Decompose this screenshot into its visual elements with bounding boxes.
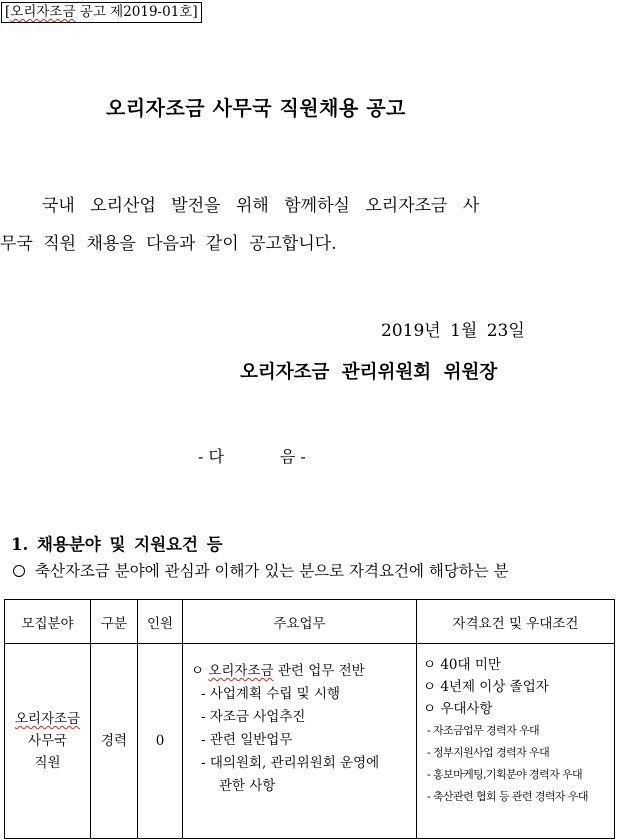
- type-cell: 경력: [91, 644, 138, 839]
- header-count: 인원: [138, 600, 183, 644]
- duties-marker: ㅇ: [191, 663, 209, 679]
- preference-item: - 축산관련 협회 등 관련 경력자 우대: [427, 790, 588, 803]
- duties-heading-org: 오리자조금: [208, 663, 274, 679]
- intro-line-2: 무국 직원 채용을 다음과 같이 공고합니다.: [0, 234, 337, 254]
- duty-item: - 사업계획 수립 및 시행: [201, 686, 341, 702]
- duty-item-continued: 관한 사항: [219, 778, 276, 794]
- duties-heading-rest: 관련 업무 전반: [273, 663, 365, 679]
- field-line-3: 직원: [34, 755, 61, 771]
- signer: 오리자조금 관리위원회 위원장: [240, 362, 498, 383]
- recruitment-table: [4, 599, 615, 839]
- qualifications-cell: [417, 644, 615, 839]
- section-heading: 1. 채용분야 및 지원요건 등: [11, 535, 223, 554]
- count-cell: 0: [138, 644, 183, 839]
- notice-rest: 공고 제2019-01호]: [75, 4, 198, 20]
- header-field: 모집분야: [5, 600, 91, 644]
- header-qualifications: 자격요건 및 우대조건: [417, 600, 615, 644]
- duties-cell: [183, 644, 417, 839]
- intro-line-1: 국내 오리산업 발전을 위해 함께하실 오리자조금 사: [42, 196, 480, 216]
- field-cell: [5, 644, 91, 839]
- qualification-item: ㅇ 4년제 이상 졸업자: [423, 679, 549, 695]
- notice-number: [1, 2, 202, 23]
- field-line-1: 오리자조금: [14, 711, 81, 727]
- duties-heading: [191, 660, 412, 683]
- qualification-item: ㅇ 우대사항: [423, 701, 493, 717]
- header-duties: 주요업무: [183, 600, 417, 644]
- table-header-row: [5, 600, 615, 644]
- preference-item: - 자조금업무 경력자 우대: [427, 724, 540, 737]
- announcement-date: 2019년 1월 23일: [381, 321, 525, 341]
- preference-item: - 홍보마케팅,기획분야 경력자 우대: [427, 768, 583, 781]
- preference-item: - 정부지원사업 경력자 우대: [427, 746, 550, 759]
- header-type: 구분: [91, 600, 138, 644]
- circle-bullet-icon: [13, 565, 25, 577]
- notice-bracket: [: [5, 4, 11, 20]
- notice-org: 오리자조금: [10, 4, 76, 20]
- duty-item: - 자조금 사업추진: [201, 709, 306, 725]
- table-row: [5, 644, 615, 839]
- section-divider: - 다 음 -: [198, 447, 306, 466]
- intro-paragraph: [0, 187, 560, 263]
- duty-item: - 대의원회, 관리위원회 운영에: [201, 755, 380, 771]
- duty-item: - 관련 일반업무: [201, 732, 293, 748]
- field-line-2: 사무국: [27, 733, 68, 749]
- document-title: 오리자조금 사무국 직원채용 공고: [106, 96, 406, 120]
- qualification-item: ㅇ 40대 미만: [423, 657, 501, 673]
- eligibility-bullet: [13, 559, 509, 581]
- eligibility-text: 축산자조금 분야에 관심과 이해가 있는 분으로 자격요건에 해당하는 분: [35, 562, 509, 580]
